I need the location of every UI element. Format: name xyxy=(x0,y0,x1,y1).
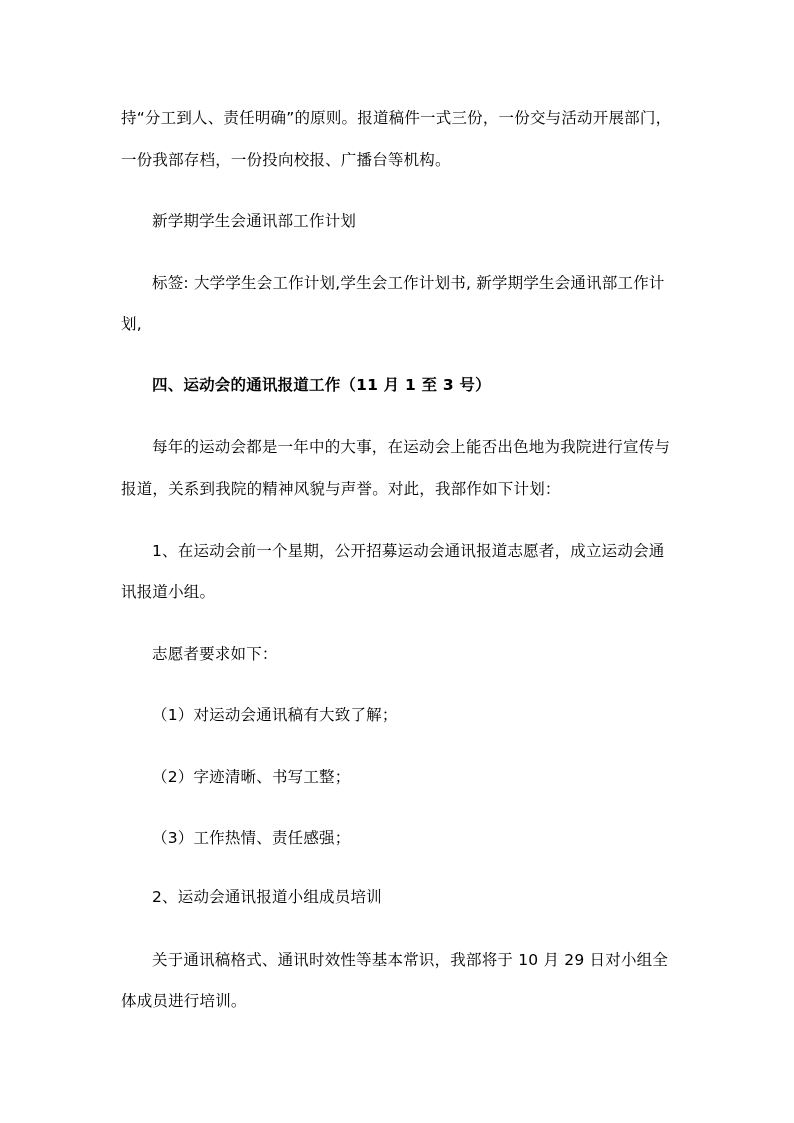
volunteer-requirements-heading: 志愿者要求如下： xyxy=(152,645,278,663)
paragraph-principle-line-1: 持“分工到人、责任明确”的原则。报道稿件一式三份，一份交与活动开展部门， xyxy=(121,109,672,127)
requirement-3: （3）工作热情、责任感强； xyxy=(152,829,351,847)
tags-line-2: 划, xyxy=(121,315,142,333)
tags-line-1: 标签: 大学学生会工作计划,学生会工作计划书, 新学期学生会通讯部工作计 xyxy=(152,274,665,292)
paragraph-sports-meet-line-1: 每年的运动会都是一年中的大事，在运动会上能否出色地为我院进行宣传与 xyxy=(152,438,671,456)
paragraph-sports-meet-line-2: 报道，关系到我院的精神风貌与声誉。对此，我部作如下计划： xyxy=(121,480,561,498)
paragraph-training-line-1: 关于通讯稿格式、通讯时效性等基本常识，我部将于 10 月 29 日对小组全 xyxy=(152,951,669,969)
plan-title: 新学期学生会通讯部工作计划 xyxy=(152,212,357,230)
item-1-line-2: 讯报道小组。 xyxy=(121,583,216,601)
paragraph-principle-line-2: 一份我部存档，一份投向校报、广播台等机构。 xyxy=(121,151,451,169)
requirement-2: （2）字迹清晰、书写工整； xyxy=(152,768,351,786)
item-2: 2、运动会通讯报道小组成员培训 xyxy=(152,888,382,906)
paragraph-training-line-2: 体成员进行培训。 xyxy=(121,992,247,1010)
section-heading-sports-meet: 四、运动会的通讯报道工作（11 月 1 至 3 号） xyxy=(152,376,491,394)
requirement-1: （1）对运动会通讯稿有大致了解； xyxy=(152,706,398,724)
item-1-line-1: 1、在运动会前一个星期，公开招募运动会通讯报道志愿者，成立运动会通 xyxy=(152,542,665,560)
